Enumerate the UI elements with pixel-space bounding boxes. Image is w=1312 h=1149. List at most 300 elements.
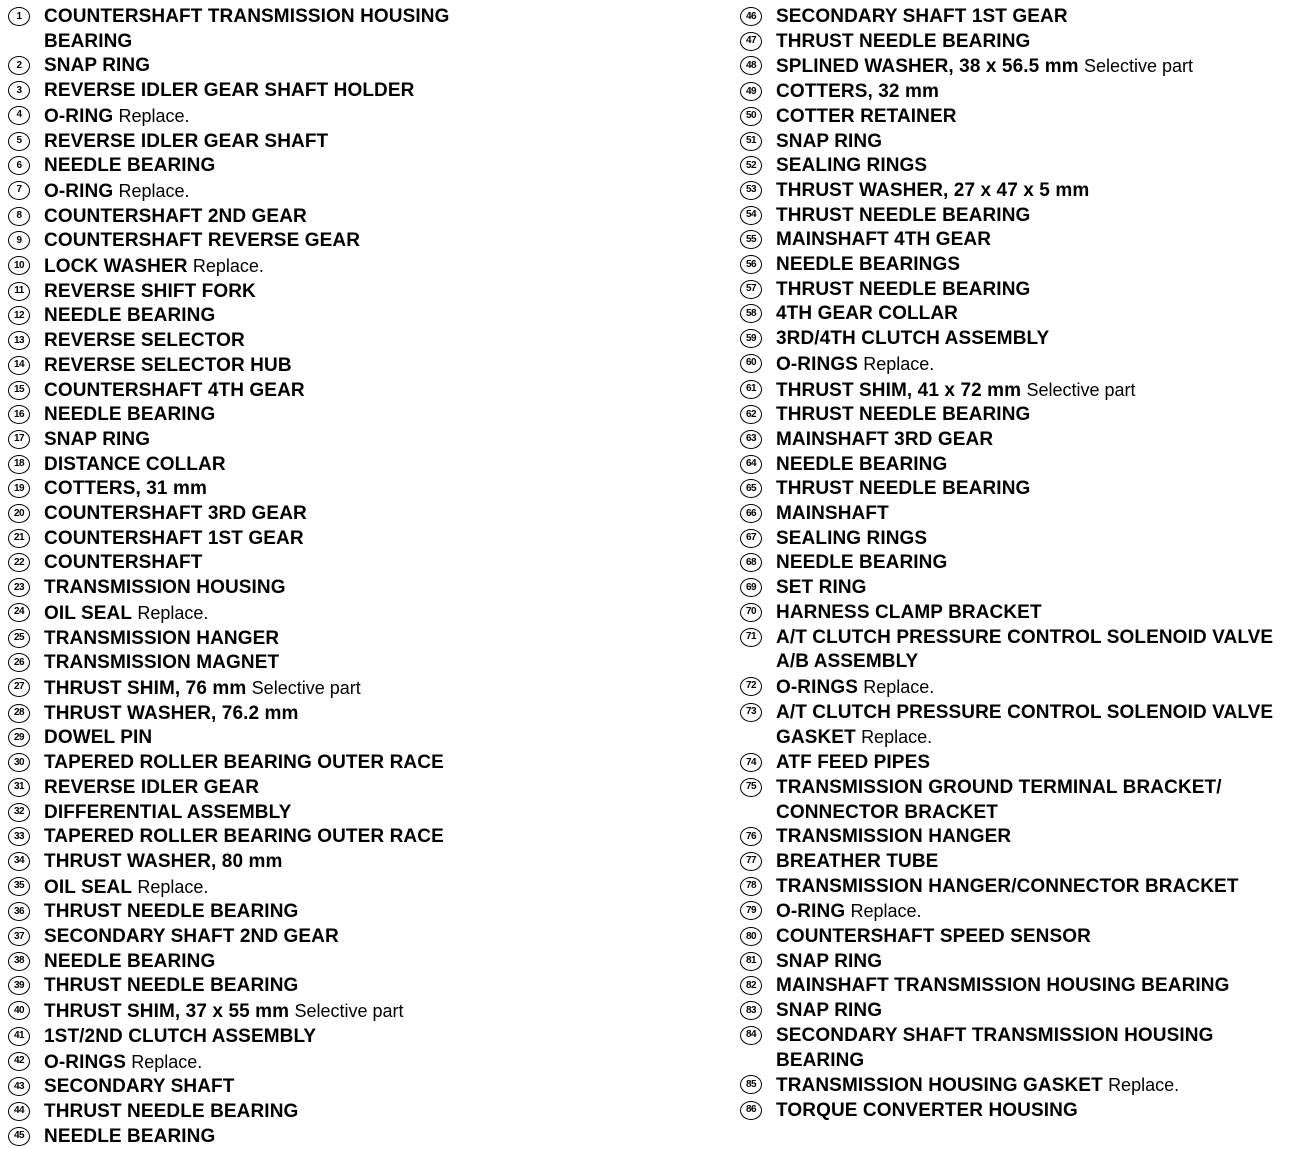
item-text — [44, 950, 708, 975]
item-text — [776, 179, 1310, 204]
item-number-badge: 75 — [740, 778, 762, 797]
part-name: SEALING RINGS — [776, 527, 928, 549]
item-number-badge: 68 — [740, 553, 762, 572]
part-name: O-RINGS — [776, 353, 858, 375]
item-text-line — [44, 950, 708, 975]
item-text-line — [776, 154, 1310, 179]
item-text-line — [44, 850, 708, 875]
item-text-line — [44, 825, 708, 850]
item-text-line — [776, 453, 1310, 478]
item-text — [776, 228, 1310, 253]
item-text — [776, 825, 1310, 850]
item-number-badge: 37 — [8, 927, 30, 946]
item-number-badge: 1 — [8, 7, 30, 26]
part-name: TORQUE CONVERTER HOUSING — [776, 1099, 1078, 1121]
parts-list-item — [740, 30, 1310, 55]
item-number-badge: 53 — [740, 181, 762, 200]
item-text — [44, 477, 708, 502]
part-name: TRANSMISSION HANGER/CONNECTOR BRACKET — [776, 875, 1239, 897]
item-number-badge: 67 — [740, 529, 762, 548]
item-text — [776, 54, 1310, 80]
item-text-line — [44, 477, 708, 502]
item-text — [776, 527, 1310, 552]
item-number-badge: 41 — [8, 1027, 30, 1046]
item-text-line — [44, 875, 708, 901]
part-name: SNAP RING — [776, 1000, 883, 1022]
item-text-line — [776, 751, 1310, 776]
item-text-line — [776, 675, 1310, 701]
item-text-line — [776, 825, 1310, 850]
item-text-line — [776, 428, 1310, 453]
item-number-badge: 3 — [8, 81, 30, 100]
part-name: REVERSE IDLER GEAR — [44, 776, 260, 798]
item-number-badge: 39 — [8, 976, 30, 995]
parts-list-item — [740, 477, 1310, 502]
part-name: MAINSHAFT — [776, 503, 889, 525]
item-number-badge: 61 — [740, 380, 762, 399]
part-name: A/B ASSEMBLY — [776, 651, 919, 673]
item-number-badge: 22 — [8, 553, 30, 572]
item-text — [776, 403, 1310, 428]
parts-list-item — [740, 5, 1310, 30]
parts-list-item — [8, 54, 708, 79]
item-text — [44, 925, 708, 950]
item-text — [776, 875, 1310, 900]
item-text-line — [44, 551, 708, 576]
item-text-line — [44, 304, 708, 329]
item-text — [44, 825, 708, 850]
item-text-line — [44, 1025, 708, 1050]
part-name: SEALING RINGS — [776, 155, 928, 177]
item-text — [44, 627, 708, 652]
part-name: SECONDARY SHAFT 1ST GEAR — [776, 6, 1068, 27]
item-text — [44, 601, 708, 627]
parts-list-item — [8, 354, 708, 379]
item-text-line — [44, 453, 708, 478]
item-text-line — [44, 280, 708, 305]
parts-list-item — [8, 205, 708, 230]
part-name: NEEDLE BEARING — [44, 404, 216, 426]
parts-list-right-column — [740, 5, 1310, 1124]
item-text — [44, 54, 708, 79]
parts-list-item — [740, 179, 1310, 204]
item-text — [44, 502, 708, 527]
part-name: O-RINGS — [776, 676, 858, 698]
item-text — [44, 651, 708, 676]
item-text-line — [44, 726, 708, 751]
item-text-line — [44, 900, 708, 925]
item-number-badge: 50 — [740, 107, 762, 126]
part-note: Replace. — [131, 1051, 203, 1072]
item-number-badge: 59 — [740, 329, 762, 348]
item-text-line — [776, 327, 1310, 352]
part-name: THRUST NEEDLE BEARING — [776, 478, 1031, 500]
item-text — [776, 378, 1310, 404]
parts-list-item — [740, 204, 1310, 229]
item-number-badge: 26 — [8, 653, 30, 672]
item-text-line — [776, 80, 1310, 105]
item-text-line — [776, 352, 1310, 378]
parts-list-item — [8, 477, 708, 502]
item-number-badge: 5 — [8, 132, 30, 151]
item-text — [44, 428, 708, 453]
item-text — [44, 179, 708, 205]
item-number-badge: 17 — [8, 430, 30, 449]
part-name: TRANSMISSION GROUND TERMINAL BRACKET/ — [776, 776, 1222, 798]
item-text-line — [44, 801, 708, 826]
item-text — [776, 576, 1310, 601]
item-text — [44, 875, 708, 901]
item-text — [776, 701, 1310, 751]
item-text-line — [44, 205, 708, 230]
item-text — [776, 1099, 1310, 1124]
part-name: LOCK WASHER — [44, 256, 188, 278]
item-number-badge: 45 — [8, 1127, 30, 1146]
parts-list-item — [740, 701, 1310, 751]
item-text — [44, 702, 708, 727]
part-note: Selective part — [1026, 379, 1136, 400]
item-text-line — [776, 1024, 1310, 1049]
item-text-line — [776, 204, 1310, 229]
item-text — [776, 776, 1310, 825]
item-text — [776, 925, 1310, 950]
item-text-line — [776, 130, 1310, 155]
parts-list-item — [8, 502, 708, 527]
item-text-line — [776, 228, 1310, 253]
item-number-badge: 34 — [8, 852, 30, 871]
item-text-line — [776, 925, 1310, 950]
item-number-badge: 32 — [8, 803, 30, 822]
item-text — [776, 950, 1310, 975]
parts-list-item — [8, 651, 708, 676]
item-number-badge: 25 — [8, 629, 30, 648]
item-text-line — [776, 5, 1310, 30]
item-number-badge: 55 — [740, 230, 762, 249]
item-number-badge: 62 — [740, 405, 762, 424]
part-name: SNAP RING — [44, 55, 151, 77]
item-text — [776, 502, 1310, 527]
item-number-badge: 72 — [740, 677, 762, 696]
part-name: THRUST NEEDLE BEARING — [44, 975, 299, 997]
item-text — [44, 576, 708, 601]
parts-list-item — [8, 527, 708, 552]
item-text — [776, 278, 1310, 303]
item-text — [44, 254, 708, 280]
part-name: COTTERS, 31 mm — [44, 478, 207, 500]
item-text-line — [44, 527, 708, 552]
item-number-badge: 9 — [8, 231, 30, 250]
part-name: COUNTERSHAFT — [44, 552, 203, 574]
parts-list-item — [740, 751, 1310, 776]
parts-list-item — [8, 925, 708, 950]
item-text — [776, 154, 1310, 179]
item-text — [44, 379, 708, 404]
item-text-line — [44, 254, 708, 280]
parts-list-item — [740, 352, 1310, 378]
item-number-badge: 40 — [8, 1001, 30, 1020]
parts-list-item — [8, 825, 708, 850]
item-text-line — [44, 130, 708, 155]
item-text — [776, 80, 1310, 105]
part-name: A/T CLUTCH PRESSURE CONTROL SOLENOID VALVE — [776, 626, 1274, 648]
item-text-line — [776, 105, 1310, 130]
parts-list-left-column — [8, 5, 708, 1149]
parts-list-item — [740, 378, 1310, 404]
item-number-badge: 46 — [740, 7, 762, 26]
item-text — [776, 1024, 1310, 1073]
item-text — [776, 352, 1310, 378]
part-name: NEEDLE BEARING — [776, 453, 948, 475]
item-text — [776, 302, 1310, 327]
parts-list-item — [740, 228, 1310, 253]
parts-list-item — [740, 502, 1310, 527]
item-number-badge: 18 — [8, 455, 30, 474]
item-text — [776, 5, 1310, 30]
part-name: SNAP RING — [44, 428, 151, 450]
item-text-line — [776, 527, 1310, 552]
part-name: O-RING — [44, 180, 114, 202]
item-number-badge: 73 — [740, 703, 762, 722]
parts-list-item — [8, 601, 708, 627]
item-text-line — [44, 329, 708, 354]
item-number-badge: 54 — [740, 206, 762, 225]
parts-list-item — [740, 278, 1310, 303]
item-number-badge: 35 — [8, 877, 30, 896]
part-name: REVERSE SELECTOR — [44, 330, 245, 352]
parts-list-item — [8, 627, 708, 652]
parts-list-item — [740, 453, 1310, 478]
item-text-line — [776, 477, 1310, 502]
parts-list-item — [8, 974, 708, 999]
part-name: O-RING — [44, 105, 114, 127]
part-name: THRUST WASHER, 76.2 mm — [44, 702, 299, 724]
parts-list-item — [740, 327, 1310, 352]
item-text — [776, 899, 1310, 925]
item-text — [776, 675, 1310, 701]
part-name: COUNTERSHAFT TRANSMISSION HOUSING — [44, 6, 450, 27]
parts-list-item — [740, 999, 1310, 1024]
item-text — [44, 130, 708, 155]
item-number-badge: 52 — [740, 156, 762, 175]
part-name: THRUST WASHER, 27 x 47 x 5 mm — [776, 179, 1090, 201]
item-text-line — [44, 54, 708, 79]
item-text-line — [44, 379, 708, 404]
item-text-line — [776, 801, 1310, 826]
item-text — [776, 999, 1310, 1024]
item-text — [776, 253, 1310, 278]
parts-list-item — [740, 875, 1310, 900]
parts-list-item — [740, 626, 1310, 675]
part-note: Replace. — [192, 256, 264, 277]
parts-list-item — [740, 302, 1310, 327]
part-name: NEEDLE BEARING — [44, 155, 216, 177]
item-text — [44, 5, 708, 54]
item-text-line — [776, 278, 1310, 303]
item-number-badge: 58 — [740, 304, 762, 323]
item-text-line — [776, 253, 1310, 278]
item-text — [44, 551, 708, 576]
item-text-line — [44, 403, 708, 428]
parts-list-item — [8, 104, 708, 130]
item-number-badge: 43 — [8, 1077, 30, 1096]
item-text-line — [44, 974, 708, 999]
item-text — [776, 428, 1310, 453]
part-name: OIL SEAL — [44, 602, 133, 624]
part-name: A/T CLUTCH PRESSURE CONTROL SOLENOID VALVE — [776, 701, 1274, 723]
item-text — [776, 130, 1310, 155]
item-number-badge: 78 — [740, 877, 762, 896]
part-name: DOWEL PIN — [44, 727, 153, 749]
item-number-badge: 16 — [8, 405, 30, 424]
parts-list-item — [8, 776, 708, 801]
item-text-line — [776, 875, 1310, 900]
part-name: TRANSMISSION HOUSING GASKET — [776, 1075, 1103, 1097]
item-number-badge: 63 — [740, 430, 762, 449]
item-text — [44, 453, 708, 478]
item-number-badge: 74 — [740, 753, 762, 772]
item-text — [44, 1050, 708, 1076]
part-name: MAINSHAFT 3RD GEAR — [776, 428, 994, 450]
item-text — [44, 676, 708, 702]
part-name: OIL SEAL — [44, 876, 133, 898]
item-number-badge: 23 — [8, 578, 30, 597]
item-text-line — [44, 601, 708, 627]
item-text-line — [44, 154, 708, 179]
part-note: Replace. — [1108, 1075, 1180, 1096]
part-name: SPLINED WASHER, 38 x 56.5 mm — [776, 56, 1079, 78]
part-name: SET RING — [776, 577, 867, 599]
parts-list-item — [8, 950, 708, 975]
parts-list-item — [740, 825, 1310, 850]
part-name: COTTER RETAINER — [776, 105, 957, 127]
item-text-line — [44, 576, 708, 601]
part-note: Replace. — [118, 180, 190, 201]
parts-list-item — [8, 254, 708, 280]
item-number-badge: 86 — [740, 1101, 762, 1120]
item-number-badge: 84 — [740, 1026, 762, 1045]
item-number-badge: 66 — [740, 504, 762, 523]
part-name: SNAP RING — [776, 130, 883, 152]
part-name: THRUST NEEDLE BEARING — [44, 1100, 299, 1122]
item-text-line — [776, 179, 1310, 204]
item-text — [776, 327, 1310, 352]
item-text-line — [776, 850, 1310, 875]
item-text-line — [776, 701, 1310, 726]
parts-list-item — [8, 130, 708, 155]
item-text-line — [44, 1100, 708, 1125]
part-name: BEARING — [44, 30, 133, 52]
part-name: DIFFERENTIAL ASSEMBLY — [44, 801, 292, 823]
item-text-line — [776, 999, 1310, 1024]
item-number-badge: 69 — [740, 578, 762, 597]
parts-list-item — [8, 875, 708, 901]
item-text-line — [44, 104, 708, 130]
parts-list-item — [8, 1025, 708, 1050]
parts-list-item — [8, 726, 708, 751]
item-text — [776, 477, 1310, 502]
part-note: Replace. — [850, 901, 922, 922]
part-name: REVERSE SHIFT FORK — [44, 280, 256, 302]
item-text — [776, 30, 1310, 55]
parts-list-item — [8, 999, 708, 1025]
item-text-line — [44, 1075, 708, 1100]
item-number-badge: 30 — [8, 753, 30, 772]
item-text-line — [776, 551, 1310, 576]
item-number-badge: 29 — [8, 728, 30, 747]
part-name: 3RD/4TH CLUTCH ASSEMBLY — [776, 328, 1050, 350]
item-text-line — [776, 950, 1310, 975]
parts-list-item — [8, 154, 708, 179]
parts-list-item — [8, 551, 708, 576]
item-text-line — [776, 30, 1310, 55]
part-name: THRUST NEEDLE BEARING — [776, 278, 1031, 300]
part-name: NEEDLE BEARING — [776, 552, 948, 574]
parts-list-item — [8, 379, 708, 404]
item-number-badge: 14 — [8, 356, 30, 375]
item-text-line — [776, 302, 1310, 327]
item-number-badge: 64 — [740, 455, 762, 474]
item-text — [44, 304, 708, 329]
parts-list-item — [740, 925, 1310, 950]
parts-list-item — [740, 974, 1310, 999]
item-number-badge: 28 — [8, 704, 30, 723]
item-text — [776, 850, 1310, 875]
parts-list-item — [8, 1050, 708, 1076]
item-text-line — [44, 651, 708, 676]
item-number-badge: 51 — [740, 132, 762, 151]
item-text — [44, 280, 708, 305]
item-number-badge: 79 — [740, 901, 762, 920]
item-text-line — [44, 702, 708, 727]
parts-list-item — [8, 1075, 708, 1100]
item-number-badge: 4 — [8, 106, 30, 125]
item-text — [776, 551, 1310, 576]
part-name: DISTANCE COLLAR — [44, 453, 226, 475]
item-number-badge: 33 — [8, 827, 30, 846]
part-name: COUNTERSHAFT 1ST GEAR — [44, 527, 304, 549]
item-number-badge: 56 — [740, 255, 762, 274]
parts-list-item — [740, 403, 1310, 428]
item-number-badge: 6 — [8, 156, 30, 175]
parts-list-item — [740, 80, 1310, 105]
parts-list-item — [740, 1099, 1310, 1124]
item-number-badge: 71 — [740, 628, 762, 647]
item-number-badge: 38 — [8, 952, 30, 971]
parts-list-item — [8, 280, 708, 305]
item-text-line — [44, 179, 708, 205]
item-text-line — [44, 229, 708, 254]
part-name: SECONDARY SHAFT 2ND GEAR — [44, 926, 339, 948]
part-name: BEARING — [776, 1049, 865, 1071]
item-number-badge: 60 — [740, 354, 762, 373]
part-name: O-RING — [776, 901, 846, 923]
parts-list-item — [8, 79, 708, 104]
item-text-line — [44, 354, 708, 379]
item-number-badge: 13 — [8, 331, 30, 350]
parts-list-item — [8, 304, 708, 329]
part-name: TAPERED ROLLER BEARING OUTER RACE — [44, 826, 444, 848]
parts-list-item — [740, 551, 1310, 576]
item-number-badge: 20 — [8, 504, 30, 523]
item-text — [776, 1073, 1310, 1099]
parts-list-item — [740, 105, 1310, 130]
item-text-line — [776, 54, 1310, 80]
item-text-line — [776, 1099, 1310, 1124]
part-name: REVERSE SELECTOR HUB — [44, 354, 292, 376]
item-number-badge: 44 — [8, 1102, 30, 1121]
item-text-line — [776, 899, 1310, 925]
part-name: HARNESS CLAMP BRACKET — [776, 601, 1042, 623]
